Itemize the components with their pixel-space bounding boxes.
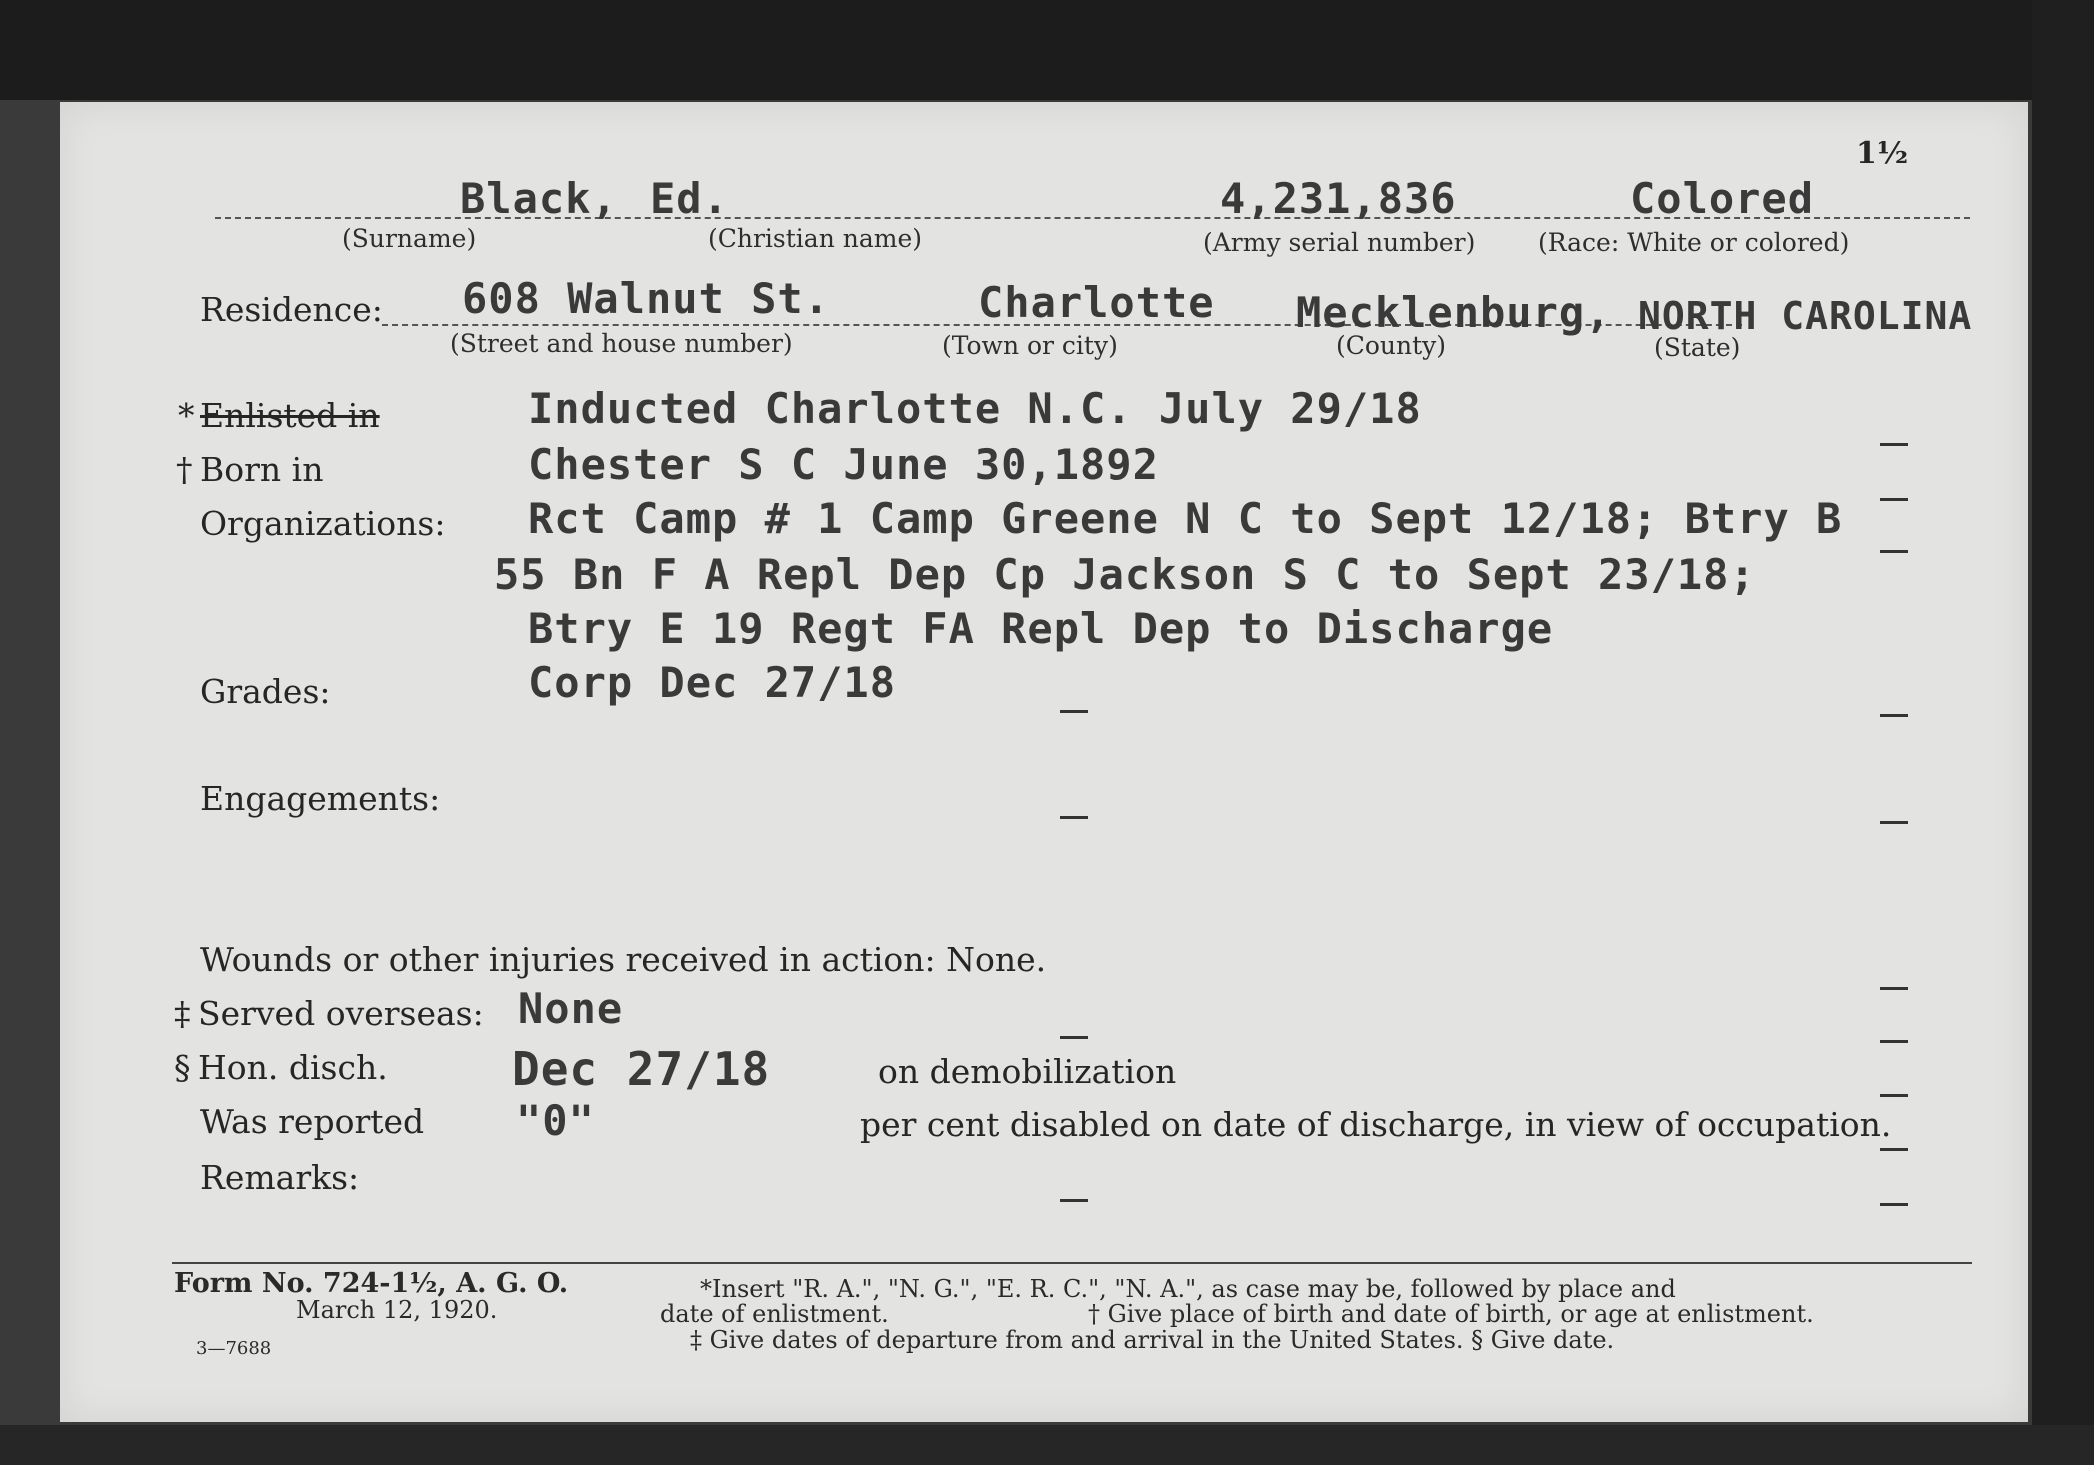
overseas-mark: ‡ (174, 994, 191, 1033)
remarks-label: Remarks: (200, 1158, 360, 1197)
race-caption: (Race: White or colored) (1538, 228, 1850, 257)
reported-label: Was reported (200, 1102, 425, 1141)
enlisted-value: Inducted Charlotte N.C. July 29/18 (528, 384, 1422, 433)
record-card (60, 102, 2028, 1422)
scan-border-top (0, 0, 2094, 100)
organizations-line-1: Rct Camp # 1 Camp Greene N C to Sept 12/18; Btry B (528, 494, 1843, 543)
grades-mid-mark (1060, 710, 1088, 713)
reported-value: "0" (516, 1096, 595, 1145)
organizations-line-2: 55 Bn F A Repl Dep Cp Jackson S C to Sept 23/18; (494, 550, 1756, 599)
born-label: Born in (200, 450, 324, 489)
overseas-row-mark (1880, 1040, 1908, 1043)
serial-number-caption: (Army serial number) (1203, 228, 1476, 257)
overseas-value: None (518, 984, 624, 1033)
footer-rule (172, 1262, 1972, 1264)
footnote-line-1: *Insert "R. A.", "N. G.", "E. R. C.", "N. A.", as case may be, followed by place and (700, 1275, 1676, 1303)
christian-name-caption: (Christian name) (708, 224, 923, 253)
engagements-row-mark (1880, 821, 1908, 824)
form-number: Form No. 724-1½, A. G. O. (174, 1268, 569, 1299)
grades-label: Grades: (200, 672, 331, 711)
enlisted-row-mark (1880, 443, 1908, 446)
enlisted-label: Enlisted in (200, 396, 380, 435)
print-code: 3—7688 (196, 1338, 272, 1359)
street-caption: (Street and house number) (450, 329, 793, 358)
town-caption: (Town or city) (942, 331, 1118, 360)
disch-mark: § (174, 1048, 191, 1087)
enlisted-mark: * (178, 396, 195, 435)
residence-county-value: Mecklenburg, (1296, 288, 1612, 337)
surname-caption: (Surname) (342, 224, 477, 253)
organizations-line-3: Btry E 19 Regt FA Repl Dep to Discharge (528, 604, 1554, 653)
county-caption: (County) (1336, 331, 1447, 360)
born-mark: † (176, 450, 193, 489)
scan-border-bottom (0, 1425, 2094, 1465)
overseas-label: Served overseas: (198, 994, 484, 1033)
grades-row-mark (1880, 714, 1908, 717)
surname-value: Black, (460, 174, 618, 223)
race-value: Colored (1630, 174, 1815, 223)
overseas-mid-mark (1060, 1036, 1088, 1039)
disch-suffix: on demobilization (878, 1052, 1177, 1091)
disch-row-mark (1880, 1094, 1908, 1097)
grades-value: Corp Dec 27/18 (528, 658, 897, 707)
serial-number-value: 4,231,836 (1220, 174, 1457, 223)
form-date: March 12, 1920. (296, 1296, 498, 1324)
state-caption: (State) (1654, 333, 1741, 362)
reported-row-mark (1880, 1148, 1908, 1151)
residence-town-value: Charlotte (978, 278, 1215, 327)
organizations-label: Organizations: (200, 504, 446, 543)
disch-value: Dec 27/18 (512, 1042, 771, 1096)
footnote-line-3: ‡ Give dates of departure from and arrival in the United States. § Give date. (690, 1326, 1615, 1354)
christian-name-value: Ed. (650, 174, 729, 223)
organizations-row-mark (1880, 550, 1908, 553)
scan-border-right (2032, 0, 2094, 1465)
born-row-mark (1880, 498, 1908, 501)
engagements-label: Engagements: (200, 779, 441, 818)
wounds-row-mark (1880, 987, 1908, 990)
disch-label: Hon. disch. (198, 1048, 388, 1087)
residence-state-value: NORTH CAROLINA (1638, 294, 1973, 338)
corner-number: 1½ (1856, 136, 1909, 171)
wounds-text: Wounds or other injuries received in action: None. (200, 940, 1047, 979)
remarks-mid-mark (1060, 1199, 1088, 1202)
born-value: Chester S C June 30,1892 (528, 440, 1159, 489)
footnote-line-2b: † Give place of birth and date of birth, or age at enlistment. (1088, 1300, 1814, 1328)
engagements-mid-mark (1060, 816, 1088, 819)
residence-street-value: 608 Walnut St. (462, 274, 831, 323)
remarks-row-mark (1880, 1203, 1908, 1206)
reported-suffix: per cent disabled on date of discharge, in view of occupation. (860, 1105, 1892, 1144)
residence-label: Residence: (200, 290, 383, 329)
footnote-line-2a: date of enlistment. (660, 1300, 889, 1328)
